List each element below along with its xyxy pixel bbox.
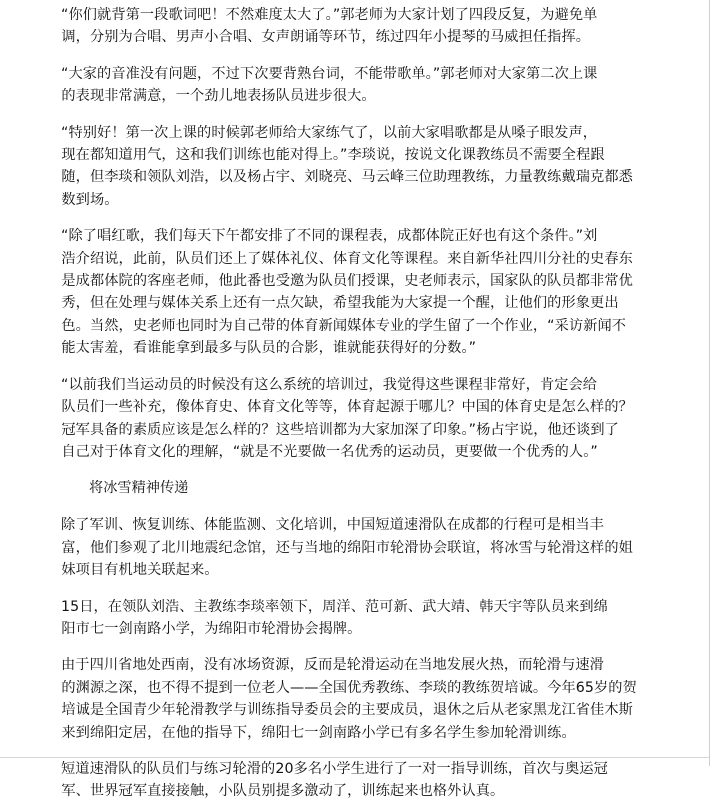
article-paragraph [0, 374, 648, 464]
page-bottom-divider [0, 757, 709, 758]
paragraph-line: 军、世界冠军直接接触，小队员别提多激动了，训练起来也格外认真。 [61, 783, 505, 800]
paragraph-line: 能太害羞，看谁能拿到最多与队员的合影，谁就能获得好的分数。” [61, 340, 477, 357]
paragraph-line: “除了唱红歌，我们每天下午都安排了不同的课程表，成都体院正好也有这个条件。”刘 [61, 228, 598, 245]
paragraph-line: 是成都体院的客座老师，他此番也受邀为队员们授课，史老师表示，国家队的队员都非常优 [61, 273, 633, 290]
article-paragraph [0, 654, 648, 744]
article-paragraph [0, 4, 648, 49]
article-paragraph [0, 63, 648, 108]
paragraph-line: 调，分别为合唱、男声小合唱、女声朗诵等环节，练过四年小提琴的马威担任指挥。 [61, 29, 591, 46]
paragraph-line: 来到绵阳定居，在他的指导下，绵阳七一剑南路小学已有多名学生参加轮滑训练。 [61, 724, 576, 741]
paragraph-line: 妹项目有机地关联起来。 [61, 562, 219, 579]
paragraph-line: 培诚是全国青少年轮滑教学与训练指导委员会的主要成员，退休之后从老家黑龙江省佳木斯 [61, 702, 633, 719]
article-paragraph [0, 122, 648, 212]
paragraph-line: 15日，在领队刘浩、主教练李琰率领下，周洋、范可新、武大靖、韩天宇等队员来到绵 [61, 598, 608, 615]
paragraph-line: 富，他们参观了北川地震纪念馆，还与当地的绵阳市轮滑协会联谊，将冰雪与轮滑这样的姐 [61, 539, 633, 556]
paragraph-line: 短道速滑队的队员们与练习轮滑的20多名小学生进行了一对一指导训练，首次与奥运冠 [61, 760, 608, 777]
article-body-top [0, 4, 709, 463]
paragraph-line: 现在都知道用气，这和我们训练也能对得上。”李琰说，按说文化课教练员不需要全程跟 [61, 147, 605, 164]
page-edge-divider [709, 0, 710, 766]
paragraph-line: 随，但李琰和领队刘浩，以及杨占宇、刘晓亮、马云峰三位助理教练，力量教练戴瑞克都悉 [61, 169, 633, 186]
article-paragraph [0, 596, 648, 641]
paragraph-line: 冠军具备的素质应该是怎么样的？这些培训都为大家加深了印象。”杨占宇说，他还谈到了 [61, 421, 619, 438]
paragraph-line: “你们就背第一段歌词吧！不然难度太大了。”郭老师为大家计划了四段反复，为避免单 [61, 7, 598, 23]
paragraph-line: 的表现非常满意，一个劲儿地表扬队员进步很大。 [61, 88, 376, 105]
paragraph-line: 的渊源之深，也不得不提到一位老人——全国优秀教练、李琰的教练贺培诚。今年65岁的贺 [61, 679, 637, 696]
paragraph-line: “以前我们当运动员的时候没有这么系统的培训过，我觉得这些课程非常好，肯定会给 [61, 376, 598, 393]
paragraph-line: “大家的音准没有问题，不过下次要背熟台词，不能带歌单。”郭老师对大家第二次上课 [61, 65, 598, 82]
article-paragraph [0, 514, 648, 581]
paragraph-line: “特别好！第一次上课的时候郭老师给大家练气了，以前大家唱歌都是从嗓子眼发声， [61, 124, 598, 141]
paragraph-line: 阳市七一剑南路小学，为绵阳市轮滑协会揭牌。 [61, 620, 362, 637]
paragraph-line: 秀，但在处理与媒体关系上还有一点欠缺，希望我能为大家提一个醒，让他们的形象更出 [61, 295, 619, 312]
paragraph-line: 除了军训、恢复训练、体能监测、文化培训，中国短道速滑队在成都的行程可是相当丰 [61, 517, 604, 534]
paragraph-line: 自己对于体育文化的理解，“就是不光要做一名优秀的运动员，更要做一个优秀的人。” [61, 443, 598, 460]
paragraph-line: 浩介绍说，此前，队员们还上了媒体礼仪、体育文化等课程。来自新华社四川分社的史春东 [61, 250, 633, 267]
paragraph-line: 数到场。 [61, 191, 119, 208]
article-paragraph [0, 758, 648, 803]
paragraph-line: 色。当然，史老师也同时为自己带的体育新闻媒体专业的学生留了一个作业，“采访新闻不 [61, 317, 627, 334]
paragraph-line: 队员们一些补充，像体育史、体育文化等等，体育起源于哪儿？中国的体育史是怎么样的？ [61, 399, 633, 416]
section-heading: 将冰雪精神传递 [89, 480, 189, 497]
article-body-bottom [0, 514, 709, 802]
article-paragraph [0, 225, 648, 359]
paragraph-line: 由于四川省地处西南，没有冰场资源，反而是轮滑运动在当地发展火热，而轮滑与速滑 [61, 657, 604, 674]
